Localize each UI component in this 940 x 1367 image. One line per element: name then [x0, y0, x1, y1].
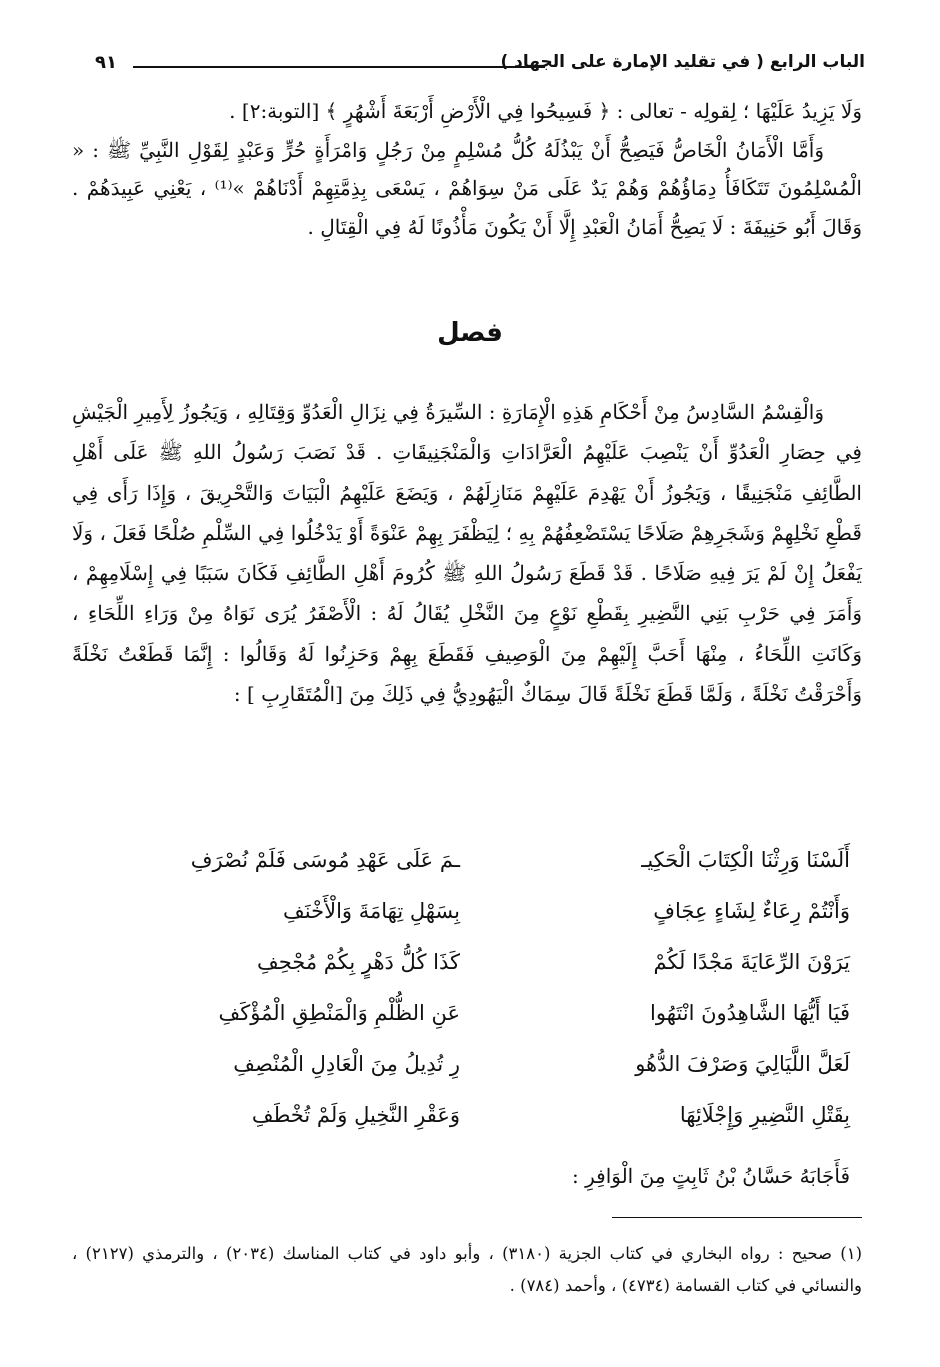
verse-second-half: وَعَقْرِ النَّخِيلِ وَلَمْ تُخْطَفِ [251, 1103, 460, 1127]
verse-second-half: بِسَهْلِ تِهَامَةَ وَالْأَخْنَفِ [283, 899, 460, 923]
poem [130, 848, 850, 1154]
section-heading: فصل [437, 318, 503, 348]
top-text-block [72, 92, 862, 246]
verse-second-half: كَذَا كُلُّ دَهْرٍ بِكُمْ مُجْحِفِ [257, 950, 460, 974]
paragraph: وَأَمَّا الْأَمَانُ الْخَاصُّ فَيَصِحُّ أَنْ يَبْذُلَهُ كُلُّ مُسْلِمٍ مِنْ رَجُلٍ وَامْرَأَةٍ حُرٍّ وَعَبْدٍ لِقَوْلِ النَّبِيِّ ﷺ : « الْمُسْلِمُونَ تَتَكَافَأُ دِمَاؤُهُمْ وَهُمْ يَدٌ عَلَى مَنْ سِوَاهُمْ ، يَسْعَى بِذِمَّتِهِمْ أَدْنَاهُمْ »⁽¹⁾ ، يَعْنِي عَبِيدَهُمْ . وَقَالَ أَبُو حَنِيفَةَ : لَا يَصِحُّ أَمَانُ الْعَبْدِ إِلَّا أَنْ يَكُونَ مَأْذُونًا لَهُ فِي الْقِتَالِ . [72, 137, 862, 239]
verse-second-half: رِ تُدِيلُ مِنَ الْعَادِلِ الْمُنْصِفِ [233, 1052, 460, 1076]
poem-verse [130, 950, 850, 1001]
poem-verse [130, 1001, 850, 1052]
verse-first-half: وَأَنْتُمْ رِعَاءٌ لِشَاءٍ عِجَافٍ [653, 899, 850, 923]
verse-second-half: ـمَ عَلَى عَهْدِ مُوسَى فَلَمْ نُصْرَفِ [190, 848, 460, 872]
verse-first-half: يَرَوْنَ الرِّعَايَةَ مَجْدًا لَكُمْ [653, 950, 850, 974]
verse-first-half: أَلَسْنَا وَرِثْنَا الْكِتَابَ الْحَكِيـ [641, 848, 850, 872]
paragraph: وَالْقِسْمُ السَّادِسُ مِنْ أَحْكَامِ هَذِهِ الْإِمَارَةِ : السِّيرَةُ فِي نِزَالِ الْعَدُوِّ وَقِتَالِهِ ، وَيَجُوزُ لِأَمِيرِ الْجَيْشِ فِي حِصَارِ الْعَدُوِّ أَنْ يَنْصِبَ عَلَيْهِمُ الْعَرَّادَاتِ وَالْمَنْجَنِيقَاتِ . قَدْ نَصَبَ رَسُولُ اللهِ ﷺ عَلَى أَهْلِ الطَّائِفِ مَنْجَنِيقًا ، وَيَجُوزُ أَنْ يَهْدِمَ عَلَيْهِمْ مَنَازِلَهُمْ ، وَيَضَعَ عَلَيْهِمُ الْبَيَاتَ وَالتَّحْرِيقَ ، وَإِذَا رَأَى فِي قَطْعِ نَخْلِهِمْ وَشَجَرِهِمْ صَلَاحًا يَسْتَضْعِفُهُمْ بِهِ ؛ لِيَظْفَرَ بِهِمْ عَنْوَةً أَوْ يَدْخُلُوا فِي السِّلْمِ صُلْحًا فَعَلَ ، وَلَا يَفْعَلُ إِنْ لَمْ يَرَ فِيهِ صَلَاحًا . قَدْ قَطَعَ رَسُولُ اللهِ ﷺ كُرُومَ أَهْلِ الطَّائِفِ فَكَانَ سَبَبًا فِي إِسْلَامِهِمْ ، وَأَمَرَ فِي حَرْبِ بَنِي النَّضِيرِ بِقَطْعِ نَوْعٍ مِنَ النَّخْلِ يُقَالُ لَهُ : الْأَصْفَرُ يُرَى نَوَاهُ مِنْ وَرَاءِ اللِّحَاءِ ، وَكَانَتِ اللِّحَاءُ ، مِنْهَا أَحَبَّ إِلَيْهِمْ مِنَ الْوَصِيفِ فَقَطَعَ بِهِمْ وَحَزِنُوا لَهُ وَقَالُوا : إِنَّمَا قَطَعْتُ نَخْلَةً وَأَحْرَقْتُ نَخْلَةً ، وَلَمَّا قَطَعَ نَخْلَةً قَالَ سِمَاكٌ الْيَهُودِيُّ فِي ذَلِكَ مِنَ [الْمُتَقَارِبِ ] : [72, 400, 862, 707]
poem-verse [130, 848, 850, 899]
header-rule [133, 66, 545, 68]
verse-first-half: فَيَا أَيُّهَا الشَّاهِدُونَ انْتَهُوا [650, 1001, 850, 1025]
verse-second-half: عَنِ الظُّلْمِ وَالْمَنْطِقِ الْمُؤْكَفِ [218, 1001, 460, 1025]
main-text-block [72, 392, 862, 714]
running-header [95, 48, 865, 88]
paragraph: وَلَا يَزِيدُ عَلَيْهَا ؛ لِقولِه - تعالى : ﴿ فَسِيحُوا فِي الْأَرْضِ أَرْبَعَةَ أَشْهُرٍ ﴾ [التوبة:٢] . [229, 99, 862, 123]
page-number: ٩١ [95, 52, 117, 73]
verse-first-half: لَعَلَّ اللَّيَالِيَ وَصَرْفَ الدُّهُو [635, 1052, 850, 1076]
footnote-separator [612, 1217, 862, 1218]
footnote: (١) صحيح : رواه البخاري في كتاب الجزية (٣١٨٠) ، وأبو داود في كتاب المناسك (٢٠٣٤) ، والترمذي (٢١٢٧) ، والنسائي في كتاب القسامة (٤٧٣٤) ، وأحمد (٧٨٤) . [72, 1244, 862, 1295]
verse-first-half: بِقَتْلِ النَّضِيرِ وَإِجْلَائِهَا [679, 1103, 850, 1127]
chapter-title: الباب الرابع ( في تقليد الإمارة على الجهاد ) [500, 52, 865, 72]
poem-verse [130, 899, 850, 950]
poem-verse [130, 1103, 850, 1154]
poem-verse [130, 1052, 850, 1103]
closing-line: فَأَجَابَهُ حَسَّانُ بْنُ ثَابِتٍ مِنَ الْوَافِرِ : [572, 1164, 850, 1188]
